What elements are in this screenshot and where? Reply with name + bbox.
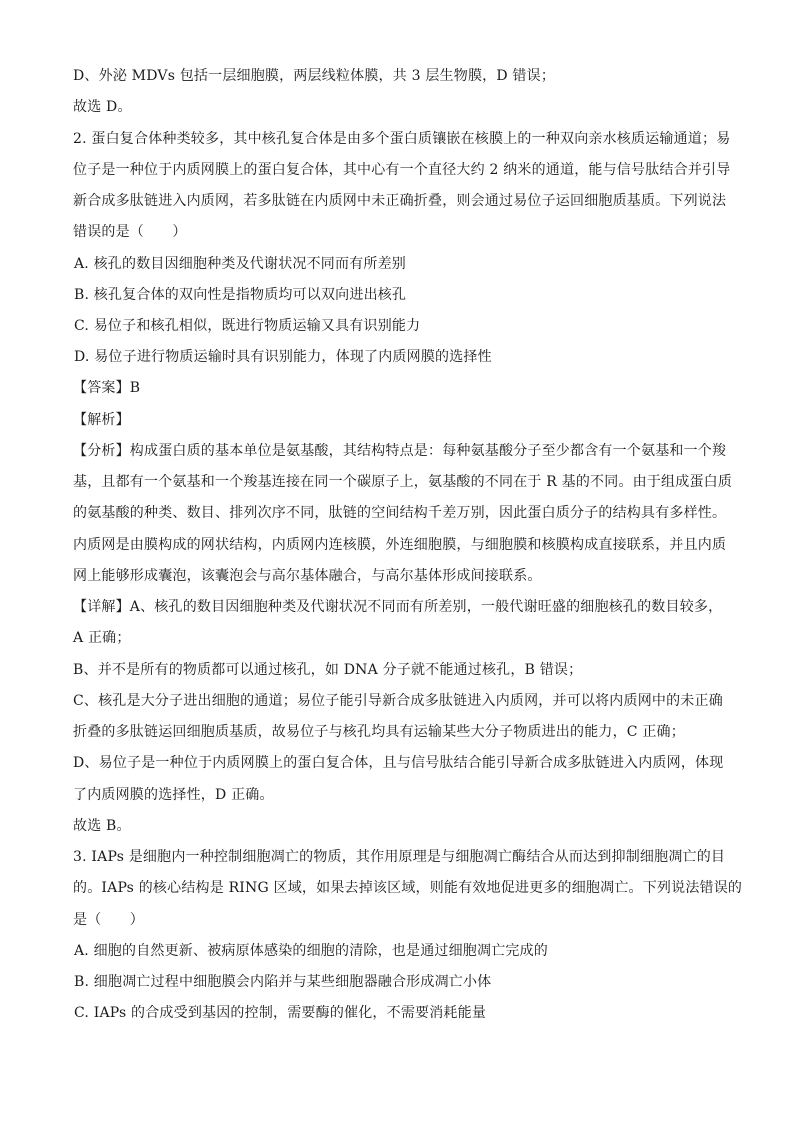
- text-line: 位子是一种位于内质网膜上的蛋白复合体，其中心有一个直径大约 2 纳米的通道，能与信号肽结合并引导: [73, 162, 731, 178]
- option-d: D. 易位子进行物质运输时具有识别能力，体现了内质网膜的选择性: [74, 349, 492, 365]
- text-line: B、并不是所有的物质都可以通过核孔，如 DNA 分子就不能通过核孔，B 错误；: [73, 662, 583, 678]
- text-line: C、核孔是大分子进出细胞的通道；易位子能引导新合成多肽链进入内质网，并可以将内质网中的未正确: [73, 693, 723, 709]
- text-line: 错误的是（ ）: [73, 224, 187, 240]
- detail-text: 【详解】A、核孔的数目因细胞种类及代谢状况不同而有所差别，一般代谢旺盛的细胞核孔的数目较多，: [73, 599, 723, 615]
- option-a: A. 核孔的数目因细胞种类及代谢状况不同而有所差别: [74, 256, 407, 272]
- text-line: 故选 D。: [73, 99, 132, 115]
- option-c: C. IAPs 的合成受到基因的控制，需要酶的催化，不需要消耗能量: [74, 1005, 487, 1021]
- text-line: 折叠的多肽链运回细胞质基质，故易位子与核孔均具有运输某些大分子物质进出的能力，C 正确；: [73, 724, 685, 740]
- text-line: 新合成多肽链进入内质网，若多肽链在内质网中未正确折叠，则会通过易位子运回细胞质基质。下列说法: [73, 193, 727, 209]
- option-a: A. 细胞的自然更新、被病原体感染的细胞的清除，也是通过细胞凋亡完成的: [74, 943, 549, 959]
- text-line: 基，且都有一个氨基和一个羧基连接在同一个碳原子上，氨基酸的不同在于 R 基的不同。由于组成蛋白质: [73, 474, 733, 490]
- text-line: 了内质网膜的选择性，D 正确。: [73, 787, 274, 803]
- text-line: 网上能够形成囊泡，该囊泡会与高尔基体融合，与高尔基体形成间接联系。: [73, 568, 542, 584]
- option-b: B. 细胞凋亡过程中细胞膜会内陷并与某些细胞器融合形成凋亡小体: [74, 974, 492, 990]
- option-c: C. 易位子和核孔相似，既进行物质运输又具有识别能力: [74, 318, 421, 334]
- text-line: 是（ ）: [73, 912, 144, 928]
- question-3-stem: 3. IAPs 是细胞内一种控制细胞凋亡的物质，其作用原理是与细胞凋亡酶结合从而达到抑制细胞凋亡的目: [73, 849, 726, 865]
- analysis-text: 【分析】构成蛋白质的基本单位是氨基酸，其结构特点是：每种氨基酸分子至少都含有一个氨基和一个羧: [73, 443, 727, 459]
- answer-label: 【答案】B: [73, 380, 141, 396]
- text-line: 的。IAPs 的核心结构是 RING 区域，如果去掉该区域，则能有效地促进更多的细胞凋亡。下列说法错误的: [73, 880, 743, 896]
- text-line: D、外泌 MDVs 包括一层细胞膜，两层线粒体膜，共 3 层生物膜，D 错误；: [73, 68, 556, 84]
- text-line: 故选 B。: [73, 818, 131, 834]
- question-2-stem: 2. 蛋白复合体种类较多，其中核孔复合体是由多个蛋白质镶嵌在核膜上的一种双向亲水核质运输通道；易: [73, 131, 731, 147]
- text-line: A 正确；: [73, 630, 131, 646]
- text-line: 内质网是由膜构成的网状结构，内质网内连核膜，外连细胞膜，与细胞膜和核膜构成直接联系，并且内质: [73, 537, 727, 553]
- text-line: 的氨基酸的种类、数目、排列次序不同，肽链的空间结构千差万别，因此蛋白质分子的结构具有多样性。: [73, 505, 727, 521]
- analysis-heading: 【解析】: [73, 412, 130, 428]
- option-b: B. 核孔复合体的双向性是指物质均可以双向进出核孔: [74, 287, 407, 303]
- text-line: D、易位子是一种位于内质网膜上的蛋白复合体，且与信号肽结合能引导新合成多肽链进入内质网，体现: [73, 755, 724, 771]
